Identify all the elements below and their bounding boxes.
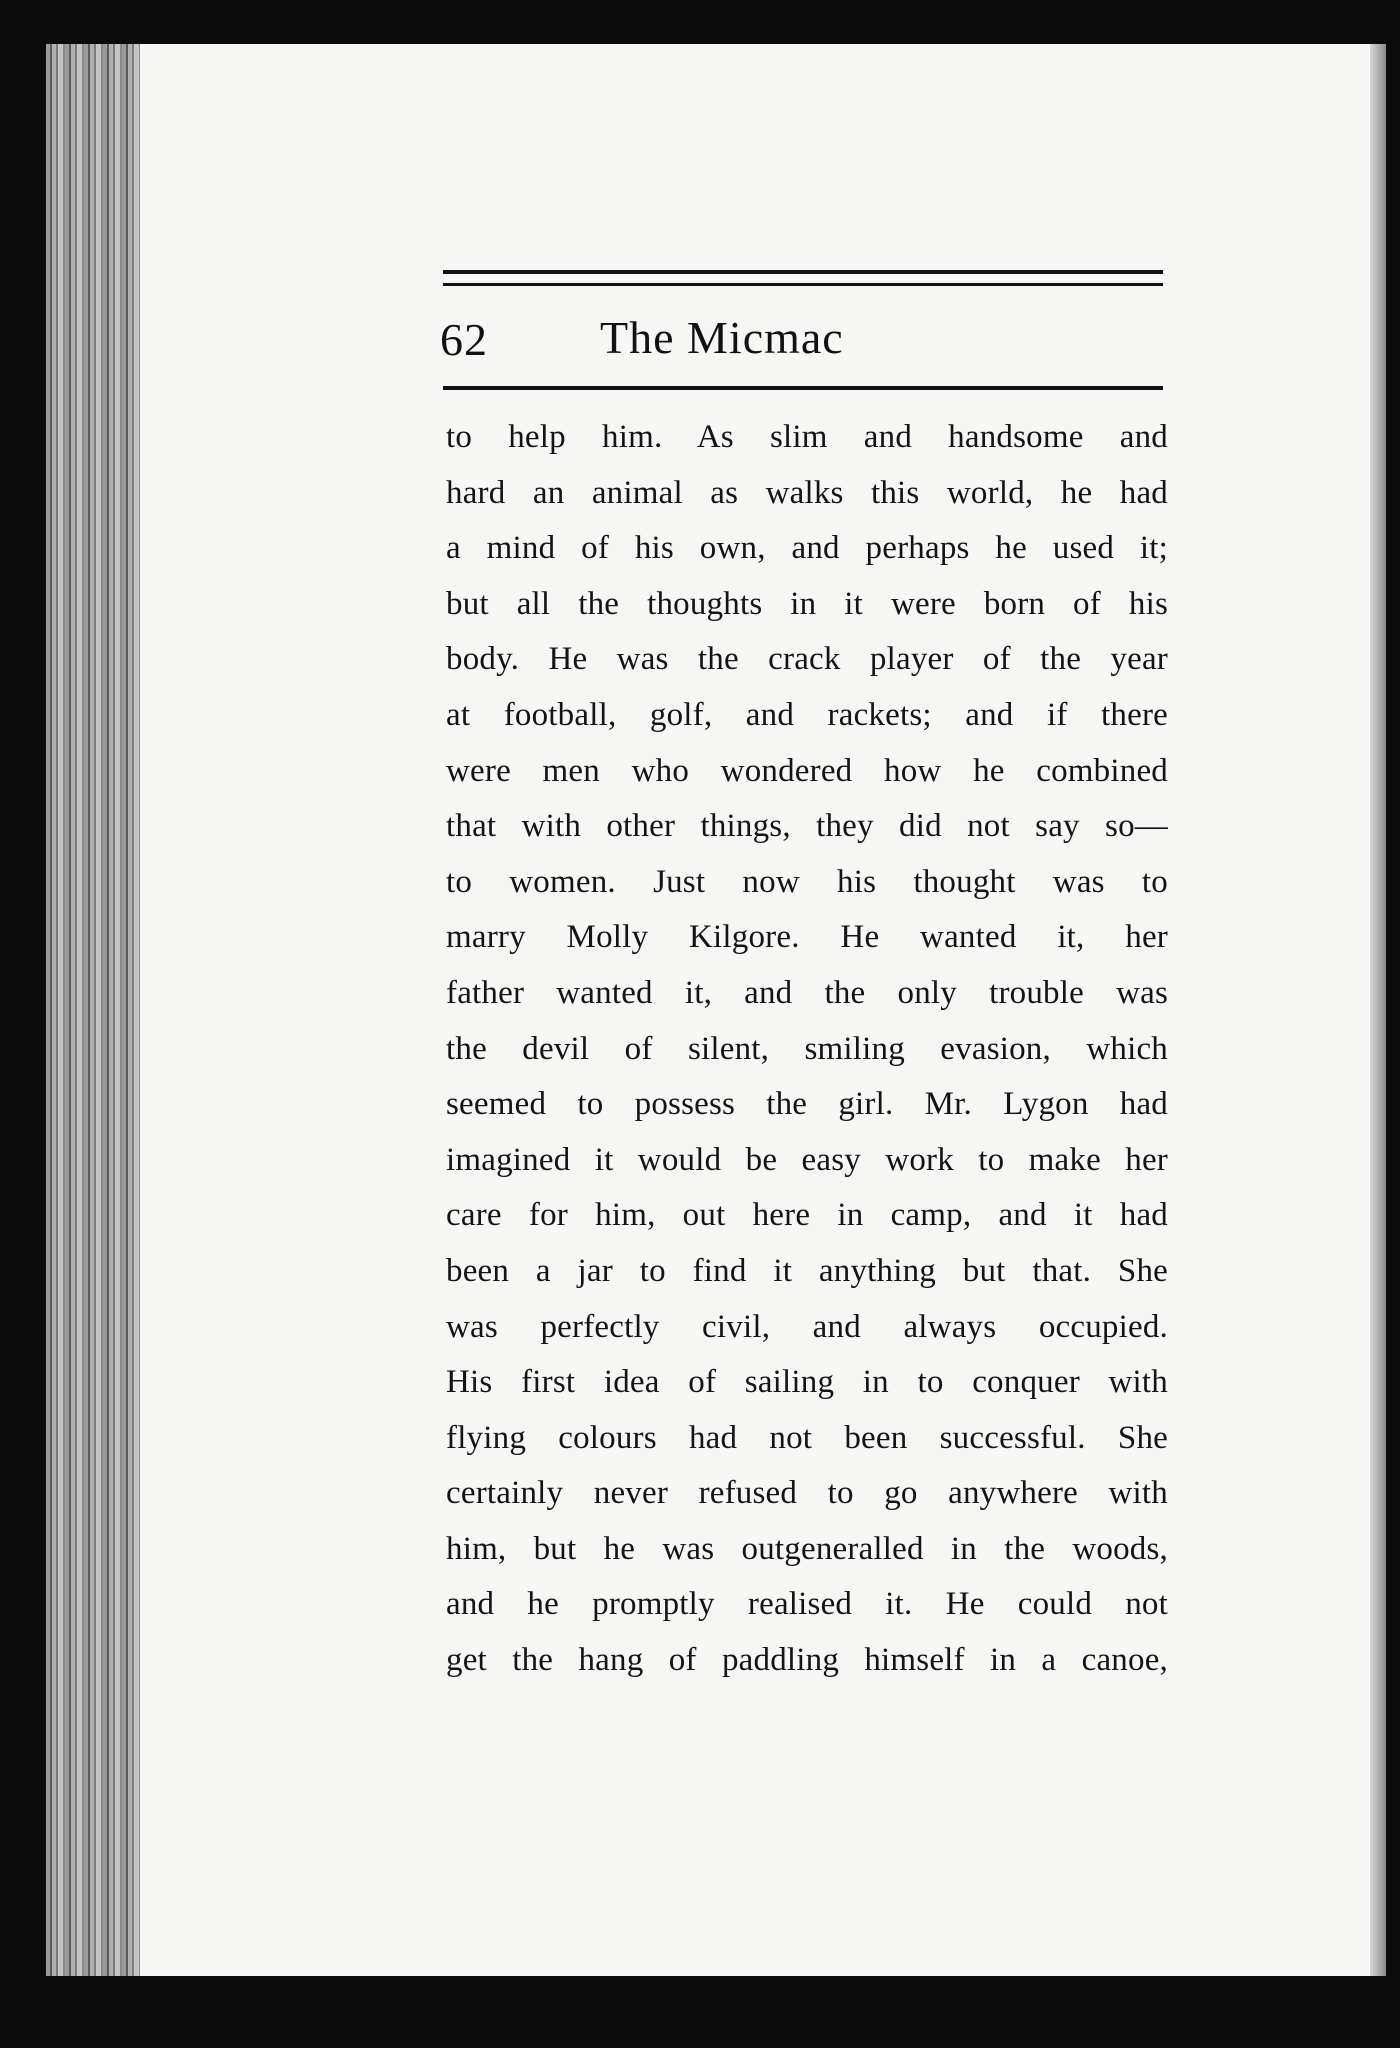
text-line: father wanted it, and the only trouble was: [446, 974, 1168, 1011]
text-line: body. He was the crack player of the year: [446, 641, 1168, 678]
running-head: The Micmac: [600, 312, 844, 363]
text-line: seemed to possess the girl. Mr. Lygon had: [446, 1086, 1168, 1123]
text-line: the devil of silent, smiling evasion, which: [446, 1030, 1168, 1067]
text-line: care for him, out here in camp, and it had: [446, 1197, 1168, 1234]
text-line: hard an animal as walks this world, he had: [446, 474, 1168, 511]
text-line: to help him. As slim and handsome and: [446, 419, 1168, 455]
text-line: that with other things, they did not say so—: [446, 808, 1168, 845]
text-line: flying colours had not been successful. She: [446, 1419, 1168, 1456]
text-line: was perfectly civil, and always occupied.: [446, 1308, 1168, 1345]
page-edges: [46, 44, 146, 1976]
text-line: were men who wondered how he combined: [446, 752, 1168, 789]
text-line: get the hang of paddling himself in a canoe,: [446, 1642, 1168, 1679]
header-rule-second: [443, 283, 1163, 286]
text-line: to women. Just now his thought was to: [446, 863, 1168, 900]
text-line: but all the thoughts in it were born of his: [446, 585, 1168, 622]
body-text: [446, 410, 1168, 1689]
page-right-edge: [1370, 44, 1386, 1976]
page-number: 62: [440, 314, 488, 365]
text-line: and he promptly realised it. He could not: [446, 1586, 1168, 1623]
text-line: imagined it would be easy work to make her: [446, 1141, 1168, 1178]
text-line: His first idea of sailing in to conquer with: [446, 1364, 1168, 1401]
text-line: at football, golf, and rackets; and if there: [446, 696, 1168, 733]
text-line: a mind of his own, and perhaps he used it;: [446, 530, 1168, 567]
text-line: been a jar to find it anything but that. She: [446, 1252, 1168, 1289]
text-line: him, but he was outgeneralled in the woods,: [446, 1530, 1168, 1567]
text-line: marry Molly Kilgore. He wanted it, her: [446, 919, 1168, 956]
header-rule-bottom: [443, 386, 1163, 390]
header-rule-top: [443, 270, 1163, 274]
text-line: certainly never refused to go anywhere with: [446, 1475, 1168, 1512]
